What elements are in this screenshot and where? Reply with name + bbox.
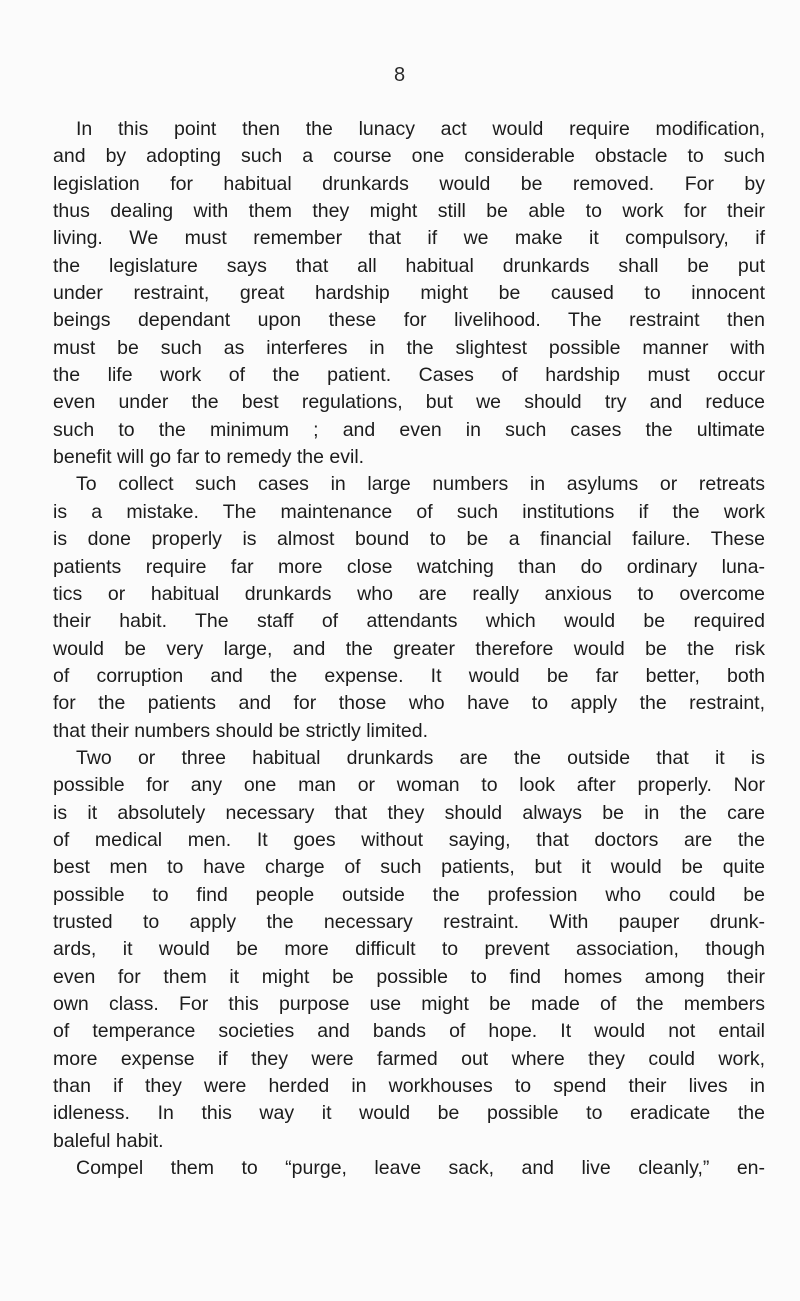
text-line: for the patients and for those who have to apply the restraint,	[53, 692, 765, 715]
text-line: of temperance societies and bands of hope. It would not entail	[53, 1020, 765, 1043]
text-line: such to the minimum ; and even in such cases the ultimate	[53, 418, 765, 441]
text-line: is done properly is almost bound to be a financial failure. These	[53, 528, 765, 551]
text-line: Compel them to “purge, leave sack, and live cleanly,” en-	[76, 1157, 765, 1180]
text-line: possible for any one man or woman to look after properly. Nor	[53, 774, 765, 797]
text-line: idleness. In this way it would be possible to eradicate the	[53, 1102, 765, 1125]
text-line: ards, it would be more difficult to prevent association, though	[53, 938, 765, 961]
text-line: of medical men. It goes without saying, that doctors are the	[53, 828, 765, 851]
text-line: beings dependant upon these for livelihood. The restraint then	[53, 309, 765, 332]
text-line: more expense if they were farmed out where they could work,	[53, 1047, 765, 1070]
text-line: best men to have charge of such patients, but it would be quite	[53, 856, 765, 879]
text-line: of corruption and the expense. It would be far better, both	[53, 664, 765, 687]
text-line: living. We must remember that if we make it compulsory, if	[53, 227, 765, 250]
text-line: benefit will go far to remedy the evil.	[53, 446, 365, 469]
text-line: Two or three habitual drunkards are the outside that it is	[76, 746, 765, 769]
text-line: is a mistake. The maintenance of such institutions if the work	[53, 500, 765, 523]
text-line: their habit. The staff of attendants which would be required	[53, 610, 765, 633]
text-line: patients require far more close watching than do ordinary luna-	[53, 555, 765, 578]
text-line: that their numbers should be strictly limited.	[53, 719, 428, 742]
text-line: In this point then the lunacy act would require modification,	[76, 118, 765, 140]
text-line: trusted to apply the necessary restraint. With pauper drunk-	[53, 910, 765, 933]
text-line: would be very large, and the greater therefore would be the risk	[53, 637, 765, 660]
text-line: thus dealing with them they might still be able to work for their	[53, 200, 765, 223]
text-line: even for them it might be possible to find homes among their	[53, 965, 765, 988]
body-text	[53, 116, 765, 1182]
text-line: To collect such cases in large numbers in asylums or retreats	[76, 473, 765, 496]
text-line: possible to find people outside the profession who could be	[53, 883, 765, 906]
text-line: than if they were herded in workhouses to spend their lives in	[53, 1075, 765, 1098]
text-line: under restraint, great hardship might be caused to innocent	[53, 282, 765, 305]
text-line: baleful habit.	[53, 1129, 164, 1152]
text-line: and by adopting such a course one considerable obstacle to such	[53, 145, 765, 168]
text-line: the life work of the patient. Cases of hardship must occur	[53, 364, 765, 387]
text-line: even under the best regulations, but we should try and reduce	[53, 391, 765, 414]
text-line: the legislature says that all habitual drunkards shall be put	[53, 254, 765, 277]
page-number: 8	[394, 64, 406, 86]
text-line: legislation for habitual drunkards would be removed. For by	[53, 172, 765, 195]
text-line: must be such as interferes in the slightest possible manner with	[53, 336, 765, 359]
text-line: own class. For this purpose use might be made of the members	[53, 993, 765, 1015]
text-line: tics or habitual drunkards who are really anxious to overcome	[53, 582, 765, 605]
text-line: is it absolutely necessary that they should always be in the care	[53, 801, 765, 824]
